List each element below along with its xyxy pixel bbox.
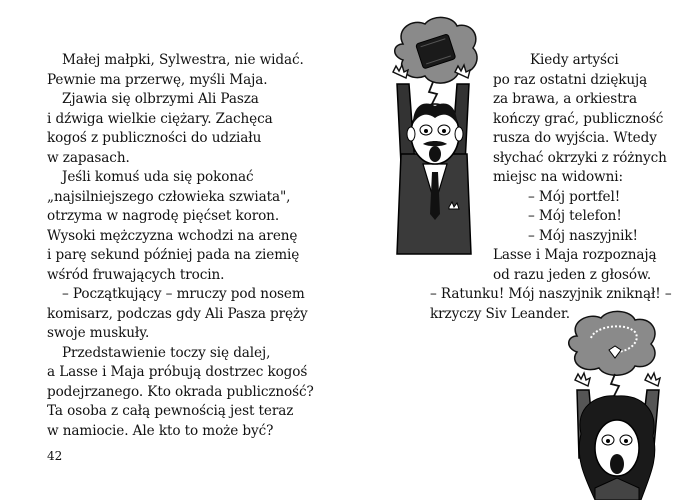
- text-line: kogoś z publiczności do udziału: [47, 130, 262, 146]
- text-line: krzyczy Siv Leander.: [430, 306, 571, 322]
- page-number: 42: [47, 449, 63, 463]
- text-line: po raz ostatni dziękują: [493, 72, 648, 88]
- text-line: otrzyma w nagrodę pięćset koron.: [47, 208, 280, 224]
- text-line: – Mój telefon!: [528, 208, 622, 224]
- text-line: – Ratunku! Mój naszyjnik zniknął! –: [430, 286, 672, 302]
- text-line: wśród fruwających trocin.: [47, 267, 225, 283]
- text-line: w zapasach.: [47, 150, 130, 166]
- text-line: za brawa, a orkiestra: [493, 91, 637, 107]
- text-line: „najsilniejszego człowieka szwiata",: [47, 189, 291, 205]
- text-line: w namiocie. Ale kto to może być?: [47, 423, 274, 439]
- text-line: Kiedy artyści: [530, 52, 619, 68]
- text-line: – Początkujący – mruczy pod nosem: [62, 286, 305, 302]
- text-line: – Mój portfel!: [528, 189, 621, 205]
- text-line: a Lasse i Maja próbują dostrzec kogoś: [47, 364, 308, 380]
- woman-screaming-with-necklace-thought-icon: [555, 308, 680, 500]
- text-line: kończy grać, publiczność: [493, 111, 664, 127]
- text-line: Małej małpki, Sylwestra, nie widać.: [62, 52, 304, 68]
- text-line: Lasse i Maja rozpoznają: [493, 247, 657, 263]
- text-line: słychać okrzyki z różnych: [493, 150, 667, 166]
- text-line: i dźwiga wielkie ciężary. Zachęca: [47, 111, 273, 127]
- text-line: Zjawia się olbrzymi Ali Pasza: [62, 91, 259, 107]
- text-line: komisarz, podczas gdy Ali Pasza pręży: [47, 306, 308, 322]
- text-line: od razu jeden z głosów.: [493, 267, 652, 283]
- text-line: – Mój naszyjnik!: [528, 228, 638, 244]
- text-line: swoje muskuły.: [47, 325, 150, 341]
- text-line: Przedstawienie toczy się dalej,: [62, 345, 271, 361]
- text-line: Ta osoba z całą pewnością jest teraz: [47, 403, 294, 419]
- text-line: i parę sekund później pada na ziemię: [47, 247, 300, 263]
- text-line: Pewnie ma przerwę, myśli Maja.: [47, 72, 268, 88]
- text-line: Jeśli komuś uda się pokonać: [62, 169, 254, 185]
- text-line: podejrzanego. Kto okrada publiczność?: [47, 384, 314, 400]
- text-line: Wysoki mężczyzna wchodzi na arenę: [47, 228, 298, 244]
- text-line: miejsc na widowni:: [493, 169, 623, 185]
- text-line: rusza do wyjścia. Wtedy: [493, 130, 657, 146]
